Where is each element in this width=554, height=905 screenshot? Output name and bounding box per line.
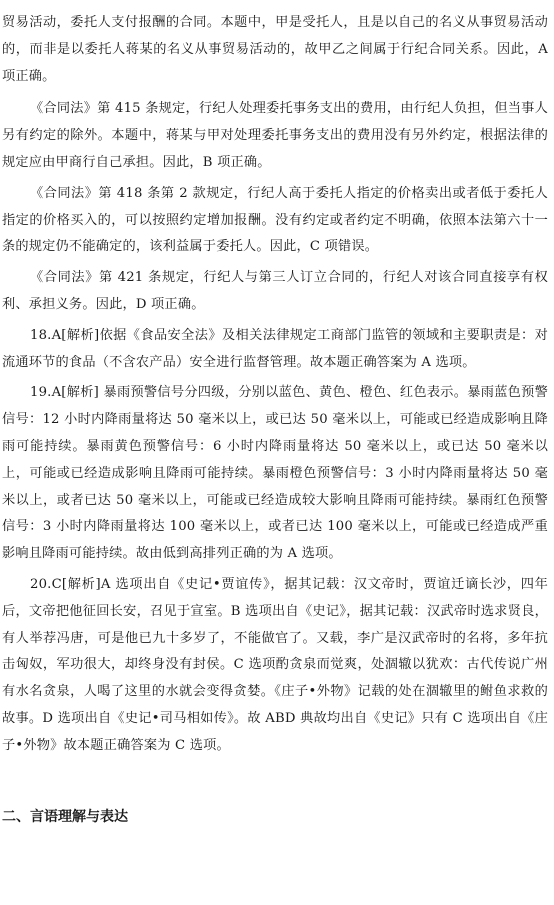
- section-heading: 二、言语理解与表达: [2, 808, 128, 825]
- paragraph-article-418: 《合同法》第 418 条第 2 款规定，行纪人高于委托人指定的价格卖出或者低于委托人指定的价格买入的，可以按照约定增加报酬。没有约定或者约定不明确，依照本法第六十一条的规定仍不能确定的，该利益属于委托人。因此，C 项错误。: [2, 185, 548, 255]
- paragraph-answer-19: 19.A[解析] 暴雨预警信号分四级，分别以蓝色、黄色、橙色、红色表示。暴雨蓝色预警信号：12 小时内降雨量将达 50 毫米以上，或已达 50 毫米以上，可能或已经造成影响且降雨可能持续。暴雨黄色预警信号：6 小时内降雨量将达 50 毫米以上，或已达 50 毫米以上，可能或已经造成影响且降雨可能持续。暴雨橙色预警信号：3 小时内降雨量将达 50 毫米以上，或者已达 50 毫米以上，可能或已经造成较大影响且降雨可能持续。暴雨红色预警信号：3 小时内降雨量将达 100 毫米以上，或者已达 100 毫米以上，可能或已经造成严重影响且降雨可能持续。故由低到高排列正确的为 A 选项。: [2, 385, 548, 562]
- paragraph-answer-20: 20.C[解析]A 选项出自《史记•贾谊传》，据其记载：汉文帝时，贾谊迁谪长沙，四年后，文帝把他征回长安，召见于宣室。B 选项出自《史记》，据其记载：汉武帝时选求贤良，有人举荐冯唐，可是他已九十多岁了，不能做官了。又载，李广是汉武帝时的名将，多年抗击匈奴，军功很大，却终身没有封侯。C 选项酌贪泉而觉爽，处涸辙以犹欢：古代传说广州有水名贪泉，人喝了这里的水就会变得贪婪。《庄子•外物》记载的处在涸辙里的鲋鱼求救的故事。D 选项出自《史记•司马相如传》。故 ABD 典故均出自《史记》只有 C 选项出自《庄子•外物》故本题正确答案为 C 选项。: [2, 576, 548, 753]
- paragraph-article-421: 《合同法》第 421 条规定，行纪人与第三人订立合同的，行纪人对该合同直接享有权利、承担义务。因此，D 项正确。: [2, 270, 548, 312]
- spacer: [0, 760, 554, 804]
- paragraph-answer-18: 18.A[解析]依据《食品安全法》及相关法律规定工商部门监管的领域和主要职责是：对流通环节的食品（不含农产品）安全进行监督管理。故本题正确答案为 A 选项。: [2, 327, 548, 370]
- paragraph-article-415: 《合同法》第 415 条规定，行纪人处理委托事务支出的费用，由行纪人负担，但当事人另有约定的除外。本题中，蒋某与甲对处理委托事务支出的费用没有另外约定，根据法律的规定应由甲商行自己承担。因此，B 项正确。: [2, 101, 548, 170]
- paragraph-contract-continuation: 贸易活动，委托人支付报酬的合同。本题中，甲是受托人，且是以自己的名义从事贸易活动的，而非是以委托人蒋某的名义从事贸易活动的，故甲乙之间属于行纪合同关系。因此，A 项正确。: [2, 15, 548, 84]
